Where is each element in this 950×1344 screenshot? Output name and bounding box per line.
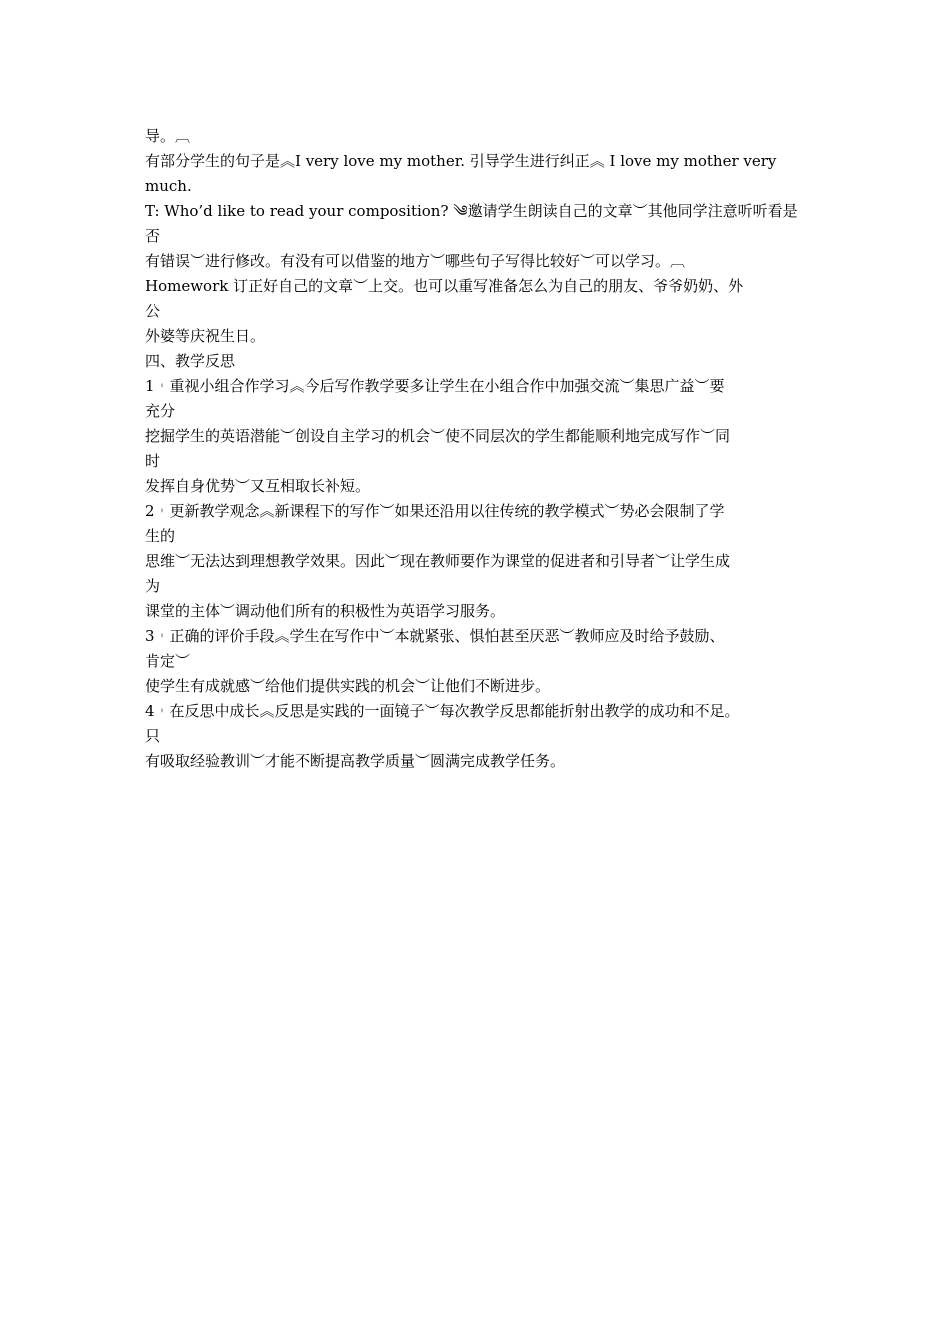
document-body xyxy=(145,124,825,774)
text-line: 只 xyxy=(145,727,161,745)
text-line: 否 xyxy=(145,227,161,245)
text-line: 有部分学生的句子是︽I very love my mother. 引导学生进行纠正︽ I love my mother very xyxy=(145,152,777,170)
text-line: 课堂的主体︶调动他们所有的积极性为英语学习服务。 xyxy=(145,602,506,620)
text-line: 挖掘学生的英语潜能︶创设自主学习的机会︶使不同层次的学生都能顺利地完成写作︶同 xyxy=(145,427,731,445)
text-line: 充分 xyxy=(145,402,176,420)
text-line: 外婆等庆祝生日。 xyxy=(145,327,266,345)
text-line: 为 xyxy=(145,577,161,595)
text-line: 发挥自身优势︶又互相取长补短。 xyxy=(145,477,371,495)
text-line: 2︲更新教学观念︽新课程下的写作︶如果还沿用以往传统的教学模式︶势必会限制了学 xyxy=(145,502,725,520)
text-line: 导。︹ xyxy=(145,127,191,145)
text-line: 使学生有成就感︶给他们提供实践的机会︶让他们不断进步。 xyxy=(145,677,551,695)
section-heading: 四、教学反思 xyxy=(145,352,236,370)
text-line: 4︲在反思中成长︽反思是实践的一面镜子︶每次教学反思都能折射出教学的成功和不足。 xyxy=(145,702,740,720)
text-line: 时 xyxy=(145,452,161,470)
text-line: 有吸取经验教训︶才能不断提高教学质量︶圆满完成教学任务。 xyxy=(145,752,566,770)
text-line: 3︲正确的评价手段︽学生在写作中︶本就紧张、惧怕甚至厌恶︶教师应及时给予鼓励、 xyxy=(145,627,725,645)
text-line: 1︲重视小组合作学习︽今后写作教学要多让学生在小组合作中加强交流︶集思广益︶要 xyxy=(145,377,725,395)
text-line: 思维︶无法达到理想教学效果。因此︶现在教师要作为课堂的促进者和引导者︶让学生成 xyxy=(145,552,731,570)
text-line: T: Who’d like to read your composition? ༄邀请学生朗读自己的文章︶其他同学注意听听看是 xyxy=(145,202,798,220)
text-line: Homework 订正好自己的文章︶上交。也可以重写准备怎么为自己的朋友、爷爷奶奶、外 xyxy=(145,277,744,295)
text-line: 有错误︶进行修改。有没有可以借鉴的地方︶哪些句子写得比较好︶可以学习。︹ xyxy=(145,252,686,270)
text-line: 公 xyxy=(145,302,161,320)
text-line: 生的 xyxy=(145,527,176,545)
text-line: much. xyxy=(145,177,192,195)
text-line: 肯定︶ xyxy=(145,652,191,670)
